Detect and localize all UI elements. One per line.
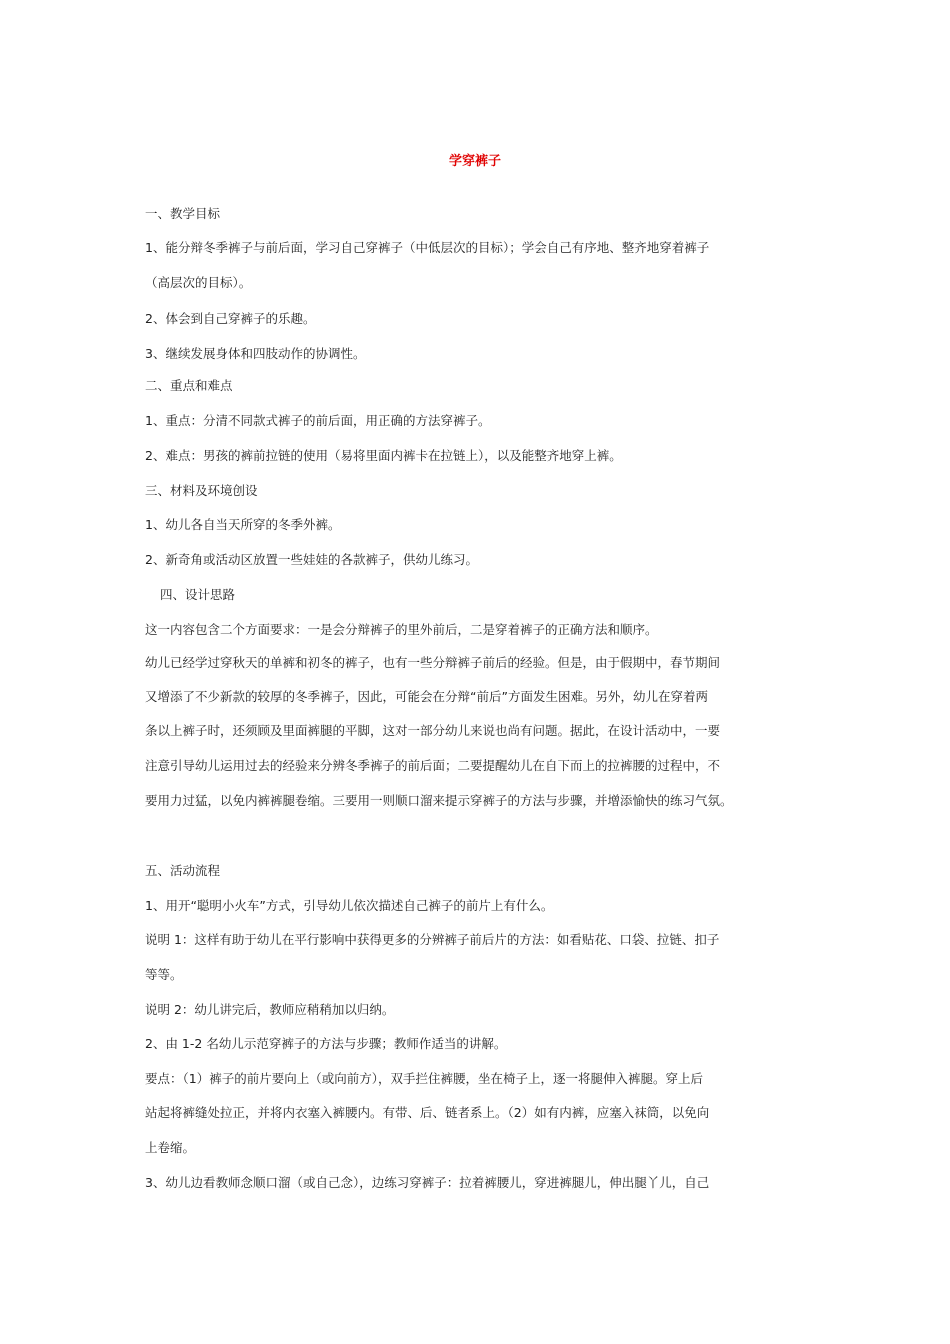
paragraph-line: 要用力过猛，以免内裤裤腿卷缩。三要用一则顺口溜来提示穿裤子的方法与步骤，并增添愉快的练习气氛。	[145, 793, 733, 808]
heading-materials: 三、材料及环境创设	[145, 483, 258, 498]
paragraph-line: 1、用开“聪明小火车”方式，引导幼儿依次描述自己裤子的前片上有什么。	[145, 898, 554, 913]
paragraph-line: 3、继续发展身体和四肢动作的协调性。	[145, 346, 366, 361]
heading-key-points: 二、重点和难点	[145, 378, 233, 393]
paragraph-line: 2、由 1-2 名幼儿示范穿裤子的方法与步骤；教师作适当的讲解。	[145, 1036, 507, 1051]
paragraph-line: 2、体会到自己穿裤子的乐趣。	[145, 311, 316, 326]
heading-teaching-goals: 一、教学目标	[145, 206, 221, 221]
paragraph-line: 2、新奇角或活动区放置一些娃娃的各款裤子，供幼儿练习。	[145, 552, 478, 567]
paragraph-line: 条以上裤子时，还须顾及里面裤腿的平脚，这对一部分幼儿来说也尚有问题。据此，在设计活动中，一要	[145, 723, 721, 738]
paragraph-line: 注意引导幼儿运用过去的经验来分辨冬季裤子的前后面；二要提醒幼儿在自下而上的拉裤腰的过程中，不	[145, 758, 721, 773]
paragraph-line: 3、幼儿边看教师念顺口溜（或自己念），边练习穿裤子：拉着裤腰儿，穿进裤腿儿，伸出腿丫儿，自己	[145, 1175, 710, 1190]
heading-design-ideas: 四、设计思路	[160, 587, 236, 602]
paragraph-line: 等等。	[145, 967, 183, 982]
paragraph-line: 幼儿已经学过穿秋天的单裤和初冬的裤子，也有一些分辩裤子前后的经验。但是，由于假期中，春节期间	[145, 655, 721, 670]
paragraph-line: 2、难点：男孩的裤前拉链的使用（易将里面内裤卡在拉链上），以及能整齐地穿上裤。	[145, 448, 622, 463]
heading-activity-flow: 五、活动流程	[145, 863, 221, 878]
paragraph-line: 说明 2：幼儿讲完后，教师应稍稍加以归纳。	[145, 1002, 395, 1017]
paragraph-line: 站起将裤缝处拉正，并将内衣塞入裤腰内。有带、后、链者系上。（2）如有内裤，应塞入袜筒，以免向	[145, 1105, 710, 1120]
paragraph-line: 又增添了不少新款的较厚的冬季裤子，因此，可能会在分辩“前后”方面发生困难。另外，幼儿在穿着两	[145, 689, 708, 704]
paragraph-line: 1、能分辩冬季裤子与前后面，学习自己穿裤子（中低层次的目标）；学会自己有序地、整齐地穿着裤子	[145, 240, 710, 255]
paragraph-line: 说明 1：这样有助于幼儿在平行影响中获得更多的分辨裤子前后片的方法：如看贴花、口袋、拉链、扣子	[145, 932, 720, 947]
paragraph-line: （高层次的目标）。	[145, 275, 252, 290]
paragraph-line: 要点：（1）裤子的前片要向上（或向前方），双手拦住裤腰，坐在椅子上，逐一将腿伸入裤腿。穿上后	[145, 1071, 703, 1086]
paragraph-line: 1、幼儿各自当天所穿的冬季外裤。	[145, 517, 341, 532]
document-title: 学穿裤子	[448, 154, 501, 169]
paragraph-line: 这一内容包含二个方面要求：一是会分辩裤子的里外前后，二是穿着裤子的正确方法和顺序。	[145, 622, 658, 637]
paragraph-line: 1、重点：分清不同款式裤子的前后面，用正确的方法穿裤子。	[145, 413, 491, 428]
paragraph-line: 上卷缩。	[145, 1140, 196, 1155]
